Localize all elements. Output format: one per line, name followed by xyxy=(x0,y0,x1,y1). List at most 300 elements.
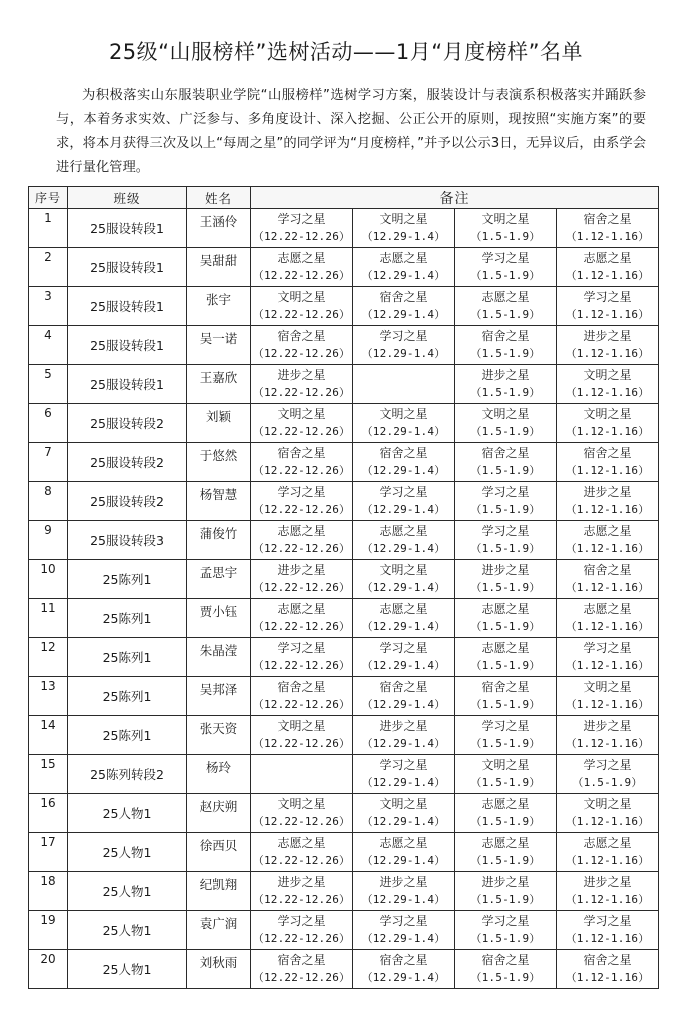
intro-paragraph: 为积极落实山东服装职业学院“山服榜样”选树学习方案，服装设计与表演系积极落实并踊跃参与，本着务求实效、广泛参与、多角度设计、深入挖掘、公正公开的原则，现按照“实施方案”的要求，将本月获得三次及以上“每周之星”的同学评为“月度榜样，”并予以公示3日，无异议后，由系学会进行量化管理。 xyxy=(56,88,646,175)
week-range: （1.12-1.16） xyxy=(565,581,650,594)
star-title: 宿舍之星 xyxy=(583,446,632,460)
star-title: 文明之星 xyxy=(583,407,632,421)
note-cell xyxy=(251,638,353,677)
row-number: 11 xyxy=(29,599,68,638)
row-number: 14 xyxy=(29,716,68,755)
week-range: （12.22-12.26） xyxy=(252,386,351,399)
student-name-cell: 刘秋雨 xyxy=(187,950,251,989)
week-range: （12.29-1.4） xyxy=(361,659,446,672)
star-title: 宿舍之星 xyxy=(277,680,326,694)
table-row xyxy=(29,560,659,599)
star-title: 文明之星 xyxy=(277,719,326,733)
note-cell xyxy=(557,677,659,716)
note-cell xyxy=(251,521,353,560)
class-cell: 25陈列1 xyxy=(68,560,187,599)
note-cell xyxy=(353,911,455,950)
student-name-cell: 王涵伶 xyxy=(187,209,251,248)
note-cell xyxy=(557,560,659,599)
row-number: 10 xyxy=(29,560,68,599)
star-title: 文明之星 xyxy=(583,368,632,382)
header-class: 班级 xyxy=(68,187,187,209)
note-cell xyxy=(251,365,353,404)
note-cell xyxy=(353,248,455,287)
note-cell xyxy=(455,677,557,716)
week-range: （12.22-12.26） xyxy=(252,581,351,594)
note-cell xyxy=(353,872,455,911)
class-cell: 25服设转段3 xyxy=(68,521,187,560)
note-cell xyxy=(557,950,659,989)
note-cell xyxy=(455,950,557,989)
week-range: （12.29-1.4） xyxy=(361,347,446,360)
note-cell xyxy=(557,521,659,560)
table-row xyxy=(29,638,659,677)
star-title: 进步之星 xyxy=(481,368,530,382)
row-number: 18 xyxy=(29,872,68,911)
week-range: （1.12-1.16） xyxy=(565,737,650,750)
student-name-cell: 徐西贝 xyxy=(187,833,251,872)
week-range: （12.29-1.4） xyxy=(361,425,446,438)
star-title: 学习之星 xyxy=(583,641,632,655)
note-cell xyxy=(353,209,455,248)
note-cell xyxy=(455,365,557,404)
note-cell xyxy=(557,443,659,482)
class-cell: 25服设转段2 xyxy=(68,482,187,521)
table-row xyxy=(29,833,659,872)
table-row xyxy=(29,872,659,911)
week-range: （1.5-1.9） xyxy=(470,269,541,282)
row-number: 4 xyxy=(29,326,68,365)
week-range: （1.5-1.9） xyxy=(470,503,541,516)
week-range: （12.22-12.26） xyxy=(252,737,351,750)
star-title: 宿舍之星 xyxy=(379,953,428,967)
star-title: 进步之星 xyxy=(583,329,632,343)
note-cell xyxy=(353,404,455,443)
week-range: （1.5-1.9） xyxy=(470,737,541,750)
table-row xyxy=(29,404,659,443)
student-name-cell: 张天资 xyxy=(187,716,251,755)
class-cell: 25陈列1 xyxy=(68,677,187,716)
note-cell xyxy=(455,794,557,833)
week-range: （1.5-1.9） xyxy=(470,776,541,789)
week-range: （1.5-1.9） xyxy=(470,971,541,984)
note-cell xyxy=(353,326,455,365)
star-title: 文明之星 xyxy=(583,797,632,811)
week-range: （12.29-1.4） xyxy=(361,971,446,984)
row-number: 7 xyxy=(29,443,68,482)
week-range: （12.29-1.4） xyxy=(361,932,446,945)
star-title: 文明之星 xyxy=(379,212,428,226)
row-number: 8 xyxy=(29,482,68,521)
class-cell: 25人物1 xyxy=(68,950,187,989)
week-range: （12.22-12.26） xyxy=(252,269,351,282)
week-range: （1.5-1.9） xyxy=(470,581,541,594)
student-name-cell: 赵庆朔 xyxy=(187,794,251,833)
note-cell xyxy=(455,872,557,911)
row-number: 3 xyxy=(29,287,68,326)
note-cell xyxy=(455,560,557,599)
note-cell xyxy=(455,638,557,677)
note-cell xyxy=(353,443,455,482)
row-number: 5 xyxy=(29,365,68,404)
note-cell xyxy=(251,599,353,638)
note-cell xyxy=(353,560,455,599)
star-title: 学习之星 xyxy=(277,485,326,499)
student-name-cell: 吴邦泽 xyxy=(187,677,251,716)
note-cell xyxy=(251,560,353,599)
row-number: 13 xyxy=(29,677,68,716)
class-cell: 25服设转段1 xyxy=(68,248,187,287)
week-range: （1.12-1.16） xyxy=(565,308,650,321)
star-title: 志愿之星 xyxy=(379,251,428,265)
star-title: 文明之星 xyxy=(379,563,428,577)
star-title: 志愿之星 xyxy=(481,641,530,655)
week-range: （1.12-1.16） xyxy=(565,269,650,282)
star-title: 进步之星 xyxy=(277,563,326,577)
star-title: 学习之星 xyxy=(277,212,326,226)
week-range: （12.22-12.26） xyxy=(252,230,351,243)
star-title: 宿舍之星 xyxy=(277,446,326,460)
week-range: （12.22-12.26） xyxy=(252,347,351,360)
week-range: （12.22-12.26） xyxy=(252,971,351,984)
note-cell xyxy=(455,716,557,755)
note-cell xyxy=(455,833,557,872)
note-cell xyxy=(251,326,353,365)
note-cell xyxy=(251,404,353,443)
note-cell xyxy=(557,365,659,404)
star-title: 志愿之星 xyxy=(481,797,530,811)
table-row xyxy=(29,287,659,326)
star-title: 进步之星 xyxy=(583,719,632,733)
week-range: （1.5-1.9） xyxy=(572,776,643,789)
week-range: （12.29-1.4） xyxy=(361,308,446,321)
student-name-cell: 杨智慧 xyxy=(187,482,251,521)
star-title: 志愿之星 xyxy=(481,836,530,850)
note-cell xyxy=(353,755,455,794)
star-title: 学习之星 xyxy=(481,914,530,928)
note-cell xyxy=(353,482,455,521)
student-name-cell: 杨玲 xyxy=(187,755,251,794)
row-number: 2 xyxy=(29,248,68,287)
note-cell xyxy=(251,755,353,794)
note-cell xyxy=(455,599,557,638)
star-title: 志愿之星 xyxy=(583,251,632,265)
note-cell xyxy=(557,833,659,872)
note-cell xyxy=(251,950,353,989)
week-range: （12.29-1.4） xyxy=(361,854,446,867)
star-title: 志愿之星 xyxy=(583,602,632,616)
note-cell xyxy=(353,599,455,638)
week-range: （1.5-1.9） xyxy=(470,698,541,711)
week-range: （1.12-1.16） xyxy=(565,386,650,399)
star-title: 志愿之星 xyxy=(277,836,326,850)
week-range: （12.29-1.4） xyxy=(361,464,446,477)
class-cell: 25陈列1 xyxy=(68,599,187,638)
note-cell xyxy=(557,872,659,911)
row-number: 9 xyxy=(29,521,68,560)
week-range: （12.29-1.4） xyxy=(361,620,446,633)
note-cell xyxy=(251,482,353,521)
week-range: （1.5-1.9） xyxy=(470,815,541,828)
class-cell: 25服设转段2 xyxy=(68,443,187,482)
week-range: （1.5-1.9） xyxy=(470,542,541,555)
note-cell xyxy=(455,209,557,248)
star-title: 志愿之星 xyxy=(277,524,326,538)
week-range: （12.22-12.26） xyxy=(252,503,351,516)
star-title: 志愿之星 xyxy=(379,524,428,538)
star-title: 宿舍之星 xyxy=(583,563,632,577)
note-cell xyxy=(353,833,455,872)
student-name-cell: 刘颖 xyxy=(187,404,251,443)
star-title: 学习之星 xyxy=(481,719,530,733)
week-range: （12.22-12.26） xyxy=(252,698,351,711)
week-range: （12.29-1.4） xyxy=(361,542,446,555)
star-title: 宿舍之星 xyxy=(583,212,632,226)
student-name-cell: 纪凯翔 xyxy=(187,872,251,911)
star-title: 学习之星 xyxy=(277,641,326,655)
star-title: 志愿之星 xyxy=(583,836,632,850)
note-cell xyxy=(557,326,659,365)
note-cell xyxy=(455,443,557,482)
table-body xyxy=(29,209,659,989)
star-title: 宿舍之星 xyxy=(481,953,530,967)
class-cell: 25人物1 xyxy=(68,911,187,950)
note-cell xyxy=(455,404,557,443)
note-cell xyxy=(455,911,557,950)
row-number: 1 xyxy=(29,209,68,248)
student-name-cell: 吴一诺 xyxy=(187,326,251,365)
star-title: 进步之星 xyxy=(379,875,428,889)
table-row xyxy=(29,326,659,365)
note-cell xyxy=(557,911,659,950)
star-title: 文明之星 xyxy=(379,797,428,811)
week-range: （12.22-12.26） xyxy=(252,308,351,321)
header-no: 序号 xyxy=(29,187,68,209)
star-title: 志愿之星 xyxy=(379,836,428,850)
star-title: 学习之星 xyxy=(379,485,428,499)
star-title: 文明之星 xyxy=(277,290,326,304)
week-range: （1.5-1.9） xyxy=(470,347,541,360)
star-title: 志愿之星 xyxy=(277,251,326,265)
student-name-cell: 张宇 xyxy=(187,287,251,326)
week-range: （1.12-1.16） xyxy=(565,503,650,516)
table-row xyxy=(29,716,659,755)
week-range: （1.12-1.16） xyxy=(565,230,650,243)
note-cell xyxy=(251,911,353,950)
star-title: 学习之星 xyxy=(379,329,428,343)
row-number: 15 xyxy=(29,755,68,794)
week-range: （12.29-1.4） xyxy=(361,815,446,828)
note-cell xyxy=(251,677,353,716)
class-cell: 25服设转段1 xyxy=(68,287,187,326)
class-cell: 25服设转段2 xyxy=(68,404,187,443)
student-name-cell: 王嘉欣 xyxy=(187,365,251,404)
student-name-cell: 袁广润 xyxy=(187,911,251,950)
table-row xyxy=(29,755,659,794)
note-cell xyxy=(455,482,557,521)
star-title: 宿舍之星 xyxy=(379,290,428,304)
class-cell: 25服设转段1 xyxy=(68,209,187,248)
week-range: （1.12-1.16） xyxy=(565,854,650,867)
star-title: 学习之星 xyxy=(379,914,428,928)
week-range: （12.22-12.26） xyxy=(252,425,351,438)
note-cell xyxy=(353,716,455,755)
star-title: 进步之星 xyxy=(481,563,530,577)
note-cell xyxy=(557,248,659,287)
note-cell xyxy=(557,404,659,443)
week-range: （12.22-12.26） xyxy=(252,932,351,945)
star-title: 学习之星 xyxy=(481,251,530,265)
week-range: （12.22-12.26） xyxy=(252,659,351,672)
week-range: （12.29-1.4） xyxy=(361,581,446,594)
note-cell xyxy=(251,716,353,755)
week-range: （1.5-1.9） xyxy=(470,308,541,321)
student-name-cell: 蒲俊竹 xyxy=(187,521,251,560)
note-cell xyxy=(353,287,455,326)
class-cell: 25人物1 xyxy=(68,872,187,911)
week-range: （12.29-1.4） xyxy=(361,698,446,711)
star-title: 文明之星 xyxy=(481,407,530,421)
week-range: （1.12-1.16） xyxy=(565,542,650,555)
week-range: （12.22-12.26） xyxy=(252,815,351,828)
star-title: 文明之星 xyxy=(277,407,326,421)
star-title: 文明之星 xyxy=(481,758,530,772)
note-cell xyxy=(557,755,659,794)
class-cell: 25服设转段1 xyxy=(68,365,187,404)
table-row xyxy=(29,365,659,404)
note-cell xyxy=(251,794,353,833)
note-cell xyxy=(251,872,353,911)
star-title: 志愿之星 xyxy=(481,602,530,616)
week-range: （1.5-1.9） xyxy=(470,620,541,633)
week-range: （12.29-1.4） xyxy=(361,737,446,750)
class-cell: 25人物1 xyxy=(68,794,187,833)
star-title: 学习之星 xyxy=(583,290,632,304)
note-cell xyxy=(557,599,659,638)
student-name-cell: 贾小钰 xyxy=(187,599,251,638)
table-row xyxy=(29,911,659,950)
star-title: 文明之星 xyxy=(379,407,428,421)
note-cell xyxy=(455,521,557,560)
star-title: 宿舍之星 xyxy=(481,680,530,694)
table-row xyxy=(29,794,659,833)
table-row xyxy=(29,443,659,482)
note-cell xyxy=(353,677,455,716)
note-cell xyxy=(353,638,455,677)
week-range: （1.12-1.16） xyxy=(565,464,650,477)
table-row xyxy=(29,248,659,287)
week-range: （12.22-12.26） xyxy=(252,854,351,867)
week-range: （1.12-1.16） xyxy=(565,425,650,438)
week-range: （1.12-1.16） xyxy=(565,815,650,828)
table-row xyxy=(29,482,659,521)
star-title: 进步之星 xyxy=(379,719,428,733)
star-title: 学习之星 xyxy=(583,758,632,772)
student-name-cell: 孟思宇 xyxy=(187,560,251,599)
week-range: （1.12-1.16） xyxy=(565,347,650,360)
week-range: （1.12-1.16） xyxy=(565,698,650,711)
note-cell xyxy=(251,248,353,287)
row-number: 6 xyxy=(29,404,68,443)
star-title: 志愿之星 xyxy=(481,290,530,304)
week-range: （1.5-1.9） xyxy=(470,893,541,906)
note-cell xyxy=(251,833,353,872)
star-title: 志愿之星 xyxy=(379,602,428,616)
row-number: 16 xyxy=(29,794,68,833)
class-cell: 25陈列1 xyxy=(68,716,187,755)
document-title: 25级“山服榜样”选树活动——1月“月度榜样”名单 xyxy=(108,40,584,64)
star-title: 志愿之星 xyxy=(583,524,632,538)
star-title: 进步之星 xyxy=(481,875,530,889)
note-cell xyxy=(353,950,455,989)
star-title: 文明之星 xyxy=(481,212,530,226)
week-range: （1.12-1.16） xyxy=(565,620,650,633)
star-title: 文明之星 xyxy=(277,797,326,811)
class-cell: 25人物1 xyxy=(68,833,187,872)
row-number: 12 xyxy=(29,638,68,677)
header-name: 姓名 xyxy=(187,187,251,209)
note-cell xyxy=(557,794,659,833)
star-title: 进步之星 xyxy=(583,875,632,889)
week-range: （12.22-12.26） xyxy=(252,620,351,633)
star-title: 宿舍之星 xyxy=(379,446,428,460)
week-range: （12.29-1.4） xyxy=(361,230,446,243)
star-title: 学习之星 xyxy=(379,758,428,772)
class-cell: 25陈列1 xyxy=(68,638,187,677)
week-range: （1.12-1.16） xyxy=(565,932,650,945)
note-cell xyxy=(455,326,557,365)
student-name-cell: 吴甜甜 xyxy=(187,248,251,287)
row-number: 20 xyxy=(29,950,68,989)
note-cell xyxy=(455,287,557,326)
table-row xyxy=(29,521,659,560)
week-range: （1.5-1.9） xyxy=(470,854,541,867)
week-range: （1.5-1.9） xyxy=(470,464,541,477)
note-cell xyxy=(353,794,455,833)
note-cell xyxy=(557,482,659,521)
star-title: 宿舍之星 xyxy=(277,329,326,343)
star-title: 学习之星 xyxy=(481,485,530,499)
week-range: （1.12-1.16） xyxy=(565,893,650,906)
week-range: （1.12-1.16） xyxy=(565,971,650,984)
week-range: （1.5-1.9） xyxy=(470,932,541,945)
week-range: （12.22-12.26） xyxy=(252,464,351,477)
star-title: 宿舍之星 xyxy=(277,953,326,967)
note-cell xyxy=(557,209,659,248)
note-cell xyxy=(353,521,455,560)
note-cell xyxy=(557,638,659,677)
class-cell: 25服设转段1 xyxy=(68,326,187,365)
row-number: 17 xyxy=(29,833,68,872)
star-title: 学习之星 xyxy=(583,914,632,928)
star-title: 宿舍之星 xyxy=(379,680,428,694)
table-row xyxy=(29,677,659,716)
student-name-cell: 于悠然 xyxy=(187,443,251,482)
note-cell xyxy=(557,716,659,755)
star-title: 学习之星 xyxy=(481,524,530,538)
star-title: 学习之星 xyxy=(379,641,428,655)
week-range: （12.22-12.26） xyxy=(252,893,351,906)
row-number: 19 xyxy=(29,911,68,950)
note-cell xyxy=(455,248,557,287)
week-range: （1.5-1.9） xyxy=(470,659,541,672)
star-title: 进步之星 xyxy=(277,368,326,382)
note-cell xyxy=(251,443,353,482)
week-range: （12.22-12.26） xyxy=(252,542,351,555)
week-range: （1.12-1.16） xyxy=(565,659,650,672)
week-range: （1.5-1.9） xyxy=(470,425,541,438)
note-cell xyxy=(353,365,455,404)
star-title: 学习之星 xyxy=(277,914,326,928)
